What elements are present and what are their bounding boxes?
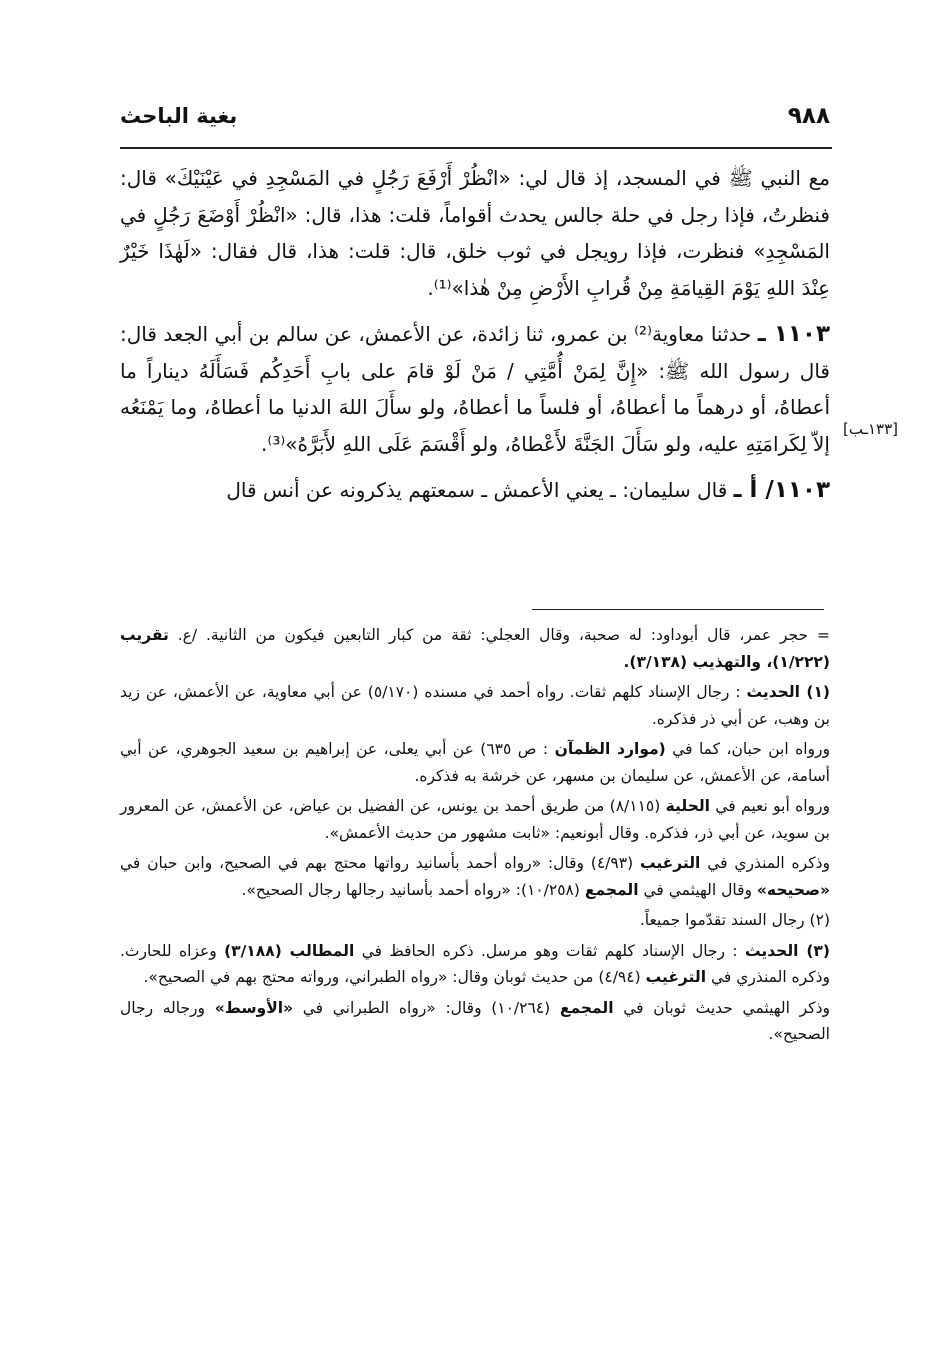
footnote-text: ورجاله رجال الصحيح». xyxy=(120,998,830,1043)
footnote-2: (٢) رجال السند تقدّموا جميعاً. xyxy=(639,911,830,929)
footnote-text: : رجال الإسناد كلهم ثقات وهو مرسل. ذكره الحافظ في xyxy=(361,941,738,960)
footnote-1-para-3 xyxy=(120,793,830,846)
footnote-text: وذكره المنذري في xyxy=(707,854,830,872)
paragraph-continuation: مع النبي ﷺ في المسجد، إذ قال لي: «انْظُرْ أَرْفَعَ رَجُلٍ في المَسْجِدِ في عَيْنَيْكَ» قال: فنظرتُ، فإذا رجل في حلة جالس يحدث أقواماً، قلت: هذا، قال: «انْظُرْ أَوْضَعَ رَجُلٍ في المَسْجِدِ» فنظرت، فإذا رويجل في ثوب خلق، قال: قلت: هذا، قال فقال: «لَهٰذَا خَيْرٌ عِنْدَ اللهِ يَوْمَ القِيامَةِ مِنْ قُرابِ الأَرْضِ مِنْ هٰذا»⁽¹⁾. xyxy=(120,166,830,300)
book-title: بغية الباحث xyxy=(120,104,238,128)
hadith-text: حدثنا معاوية⁽²⁾ بن عمرو، ثنا زائدة، عن الأعمش، عن سالم بن أبي الجعد قال: قال رسول الله ﷺ: «إِنَّ لِمَنْ أُمَّتِي / مَنْ لَوْ قامَ على بابِ أَحَدِكُم فَسَأَلَهُ ديناراً ما أعطاهُ، أو درهماً ما أعطاهُ، أو فلساً ما أعطاهُ، ولو سأَلَ اللهَ الدنيا ما أعطاهُ، وما يَمْنَعُه إلاّ لِكَرامَتِهِ عليه، ولو سَأَلَ الجَنَّةَ لأَعْطاهُ، ولو أَقْسَمَ عَلَى اللهِ لأَبَرَّهُ»⁽³⁾. xyxy=(120,322,830,456)
source-title: (موارد الظمآن xyxy=(554,740,666,758)
footnote-text: = حجر عمر، قال أبوداود: له صحبة، وقال العجلي: ثقة من كبار التابعين فيكون من الثانية. /ع. xyxy=(177,626,830,644)
hadith-number: ١١٠٣/ أ ـ xyxy=(733,477,830,503)
footnote-text: (٤/٩٤) من حديث ثوبان وقال: «رواه الطبراني، ورواته محتج بهم في الصحيح». xyxy=(143,968,641,986)
footnote-continuation xyxy=(120,622,830,675)
footnote-1 xyxy=(120,679,830,732)
footnote-text: وذكر الهيثمي حديث ثوبان في xyxy=(623,998,830,1017)
manuscript-folio-marker: [١٣٣ـب] xyxy=(843,420,899,438)
footnote-text: (٨/١١٥) من طريق أحمد بن يونس، عن الفضيل بن عياض، عن الأعمش، عن المعرور بن سويد، عن أبي ذر، فذكره. وقال أبونعيم: «ثابت مشهور من حديث الأعمش». xyxy=(120,797,830,842)
hadith-number: ١١٠٣ ـ xyxy=(757,321,831,347)
footnote-text: : رجال الإسناد كلهم ثقات. رواه أحمد في مسنده (٥/١٧٠) عن أبي معاوية، عن الأعمش، عن زيد بن وهب، عن أبي ذر فذكره. xyxy=(120,683,830,728)
footnote-3 xyxy=(120,938,830,991)
footnote-divider xyxy=(532,609,824,610)
page-number: ٩٨٨ xyxy=(787,103,830,129)
footnote-text: وعزاه للحارث. وذكره المنذري في xyxy=(120,941,830,986)
hadith-1103a xyxy=(120,472,830,509)
source-title: المجمع xyxy=(584,880,639,899)
source-title: «صحيحه» xyxy=(756,880,830,899)
footnote-text: (١٠/٢٦٤) وقال: «رواه الطبراني في xyxy=(302,998,551,1017)
footnote-text: تقريب (١/٢٢٢)، والتهذيب (٣/١٣٨). xyxy=(120,626,830,671)
footnote-3-para-2 xyxy=(120,995,830,1048)
header-divider xyxy=(120,147,832,149)
main-text xyxy=(120,160,830,509)
source-title: الترغيب xyxy=(645,968,707,986)
footnote-text: ورواه ابن حبان، كما في xyxy=(672,740,830,758)
hadith-text: قال سليمان: ـ يعني الأعمش ـ سمعتهم يذكرونه عن أنس قال xyxy=(226,478,728,502)
source-title: «الأوسط» xyxy=(214,998,294,1017)
source-title: المجمع xyxy=(559,998,614,1017)
footnote-text: وقال الهيثمي في xyxy=(643,880,752,899)
source-title: الحلية xyxy=(665,797,710,815)
footnote-1-para-2 xyxy=(120,736,830,789)
footnote-text: (١٠/٢٥٨): «رواه أحمد بأسانيد رجالها رجال الصحيح». xyxy=(241,880,580,899)
footnotes xyxy=(120,622,830,1048)
hadith-1103 xyxy=(120,316,830,462)
page-header xyxy=(120,96,830,136)
footnote-1-para-4 xyxy=(120,850,830,903)
source-title: المطالب (٣/١٨٨) xyxy=(224,941,355,960)
footnote-text: (٤/٩٣) وقال: «رواه أحمد بأسانيد رواتها محتج بهم في الصحيح، وابن حبان في xyxy=(120,854,634,872)
footnote-label: (١) الحديث xyxy=(746,683,830,701)
footnote-text: ورواه أبو نعيم في xyxy=(715,797,830,815)
footnote-text: : ص ٦٣٥) عن أبي يعلى، عن إبراهيم بن سعيد الجوهري، عن أبي أسامة، عن الأعمش، عن سليمان بن مسهر، عن خرشة به فذكره. xyxy=(120,740,830,785)
source-title: الترغيب xyxy=(639,854,701,872)
footnote-label: (٣) الحديث xyxy=(745,941,830,960)
